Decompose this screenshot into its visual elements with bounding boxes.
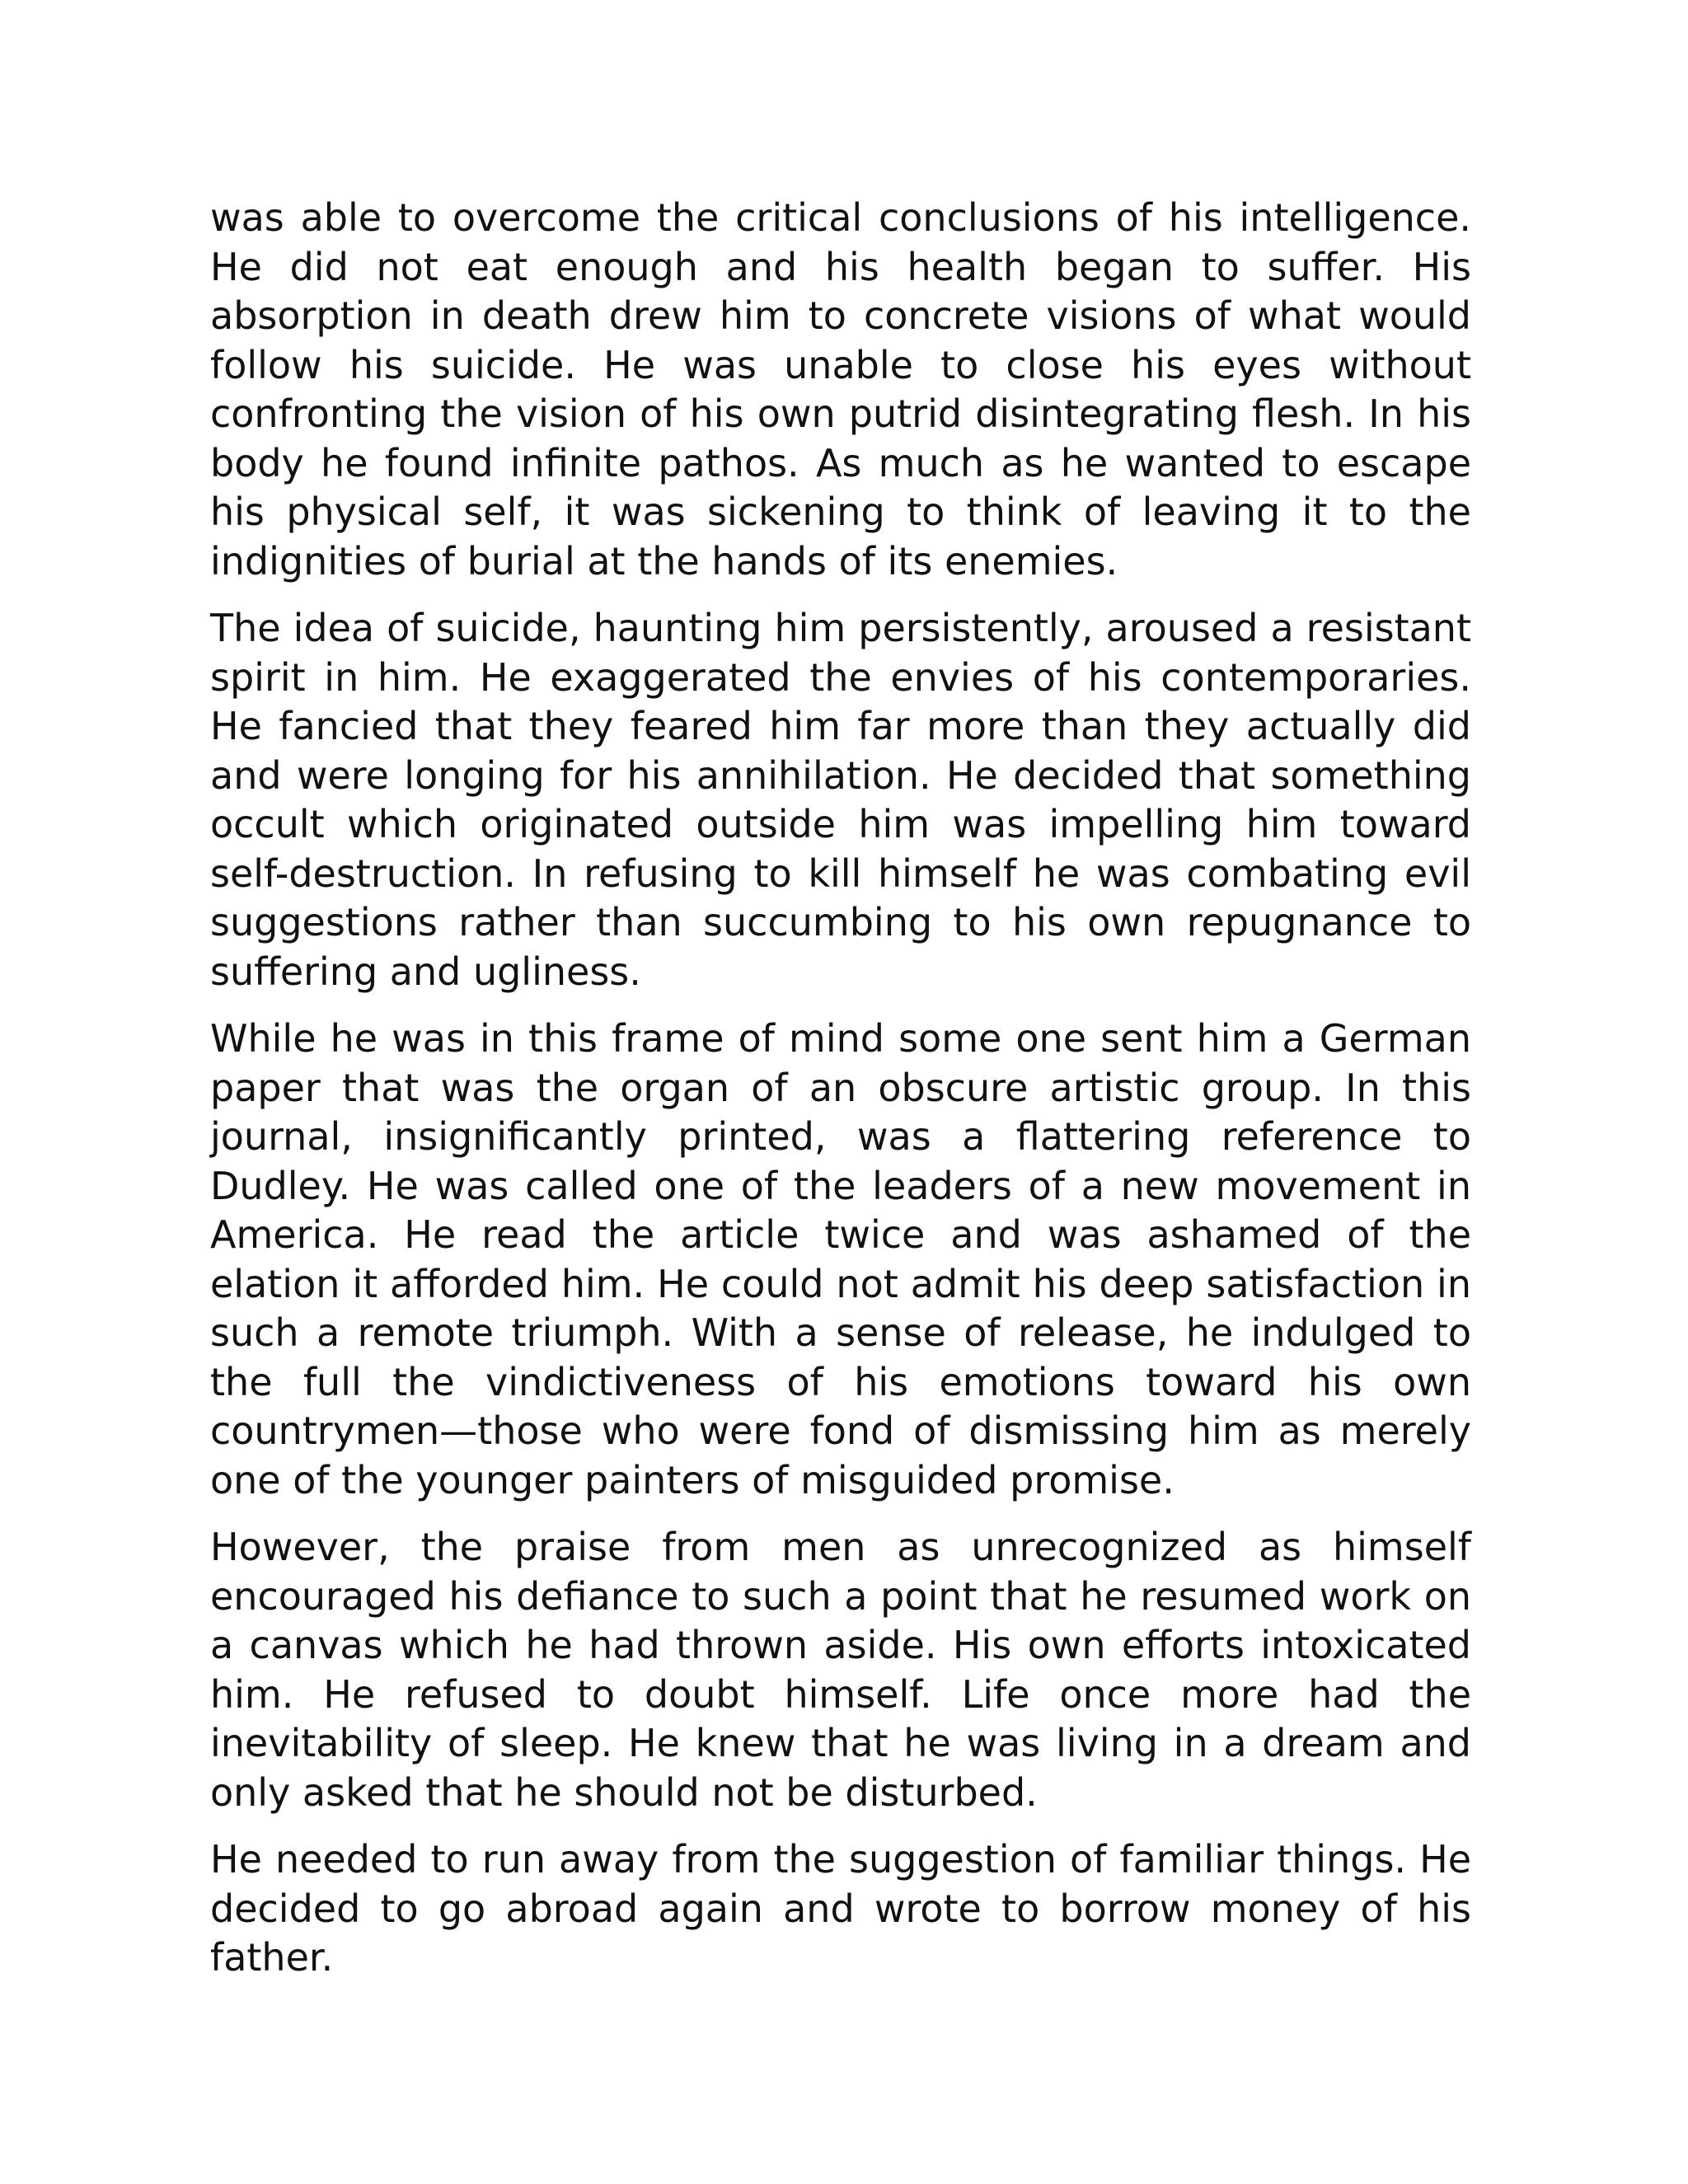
paragraph-1: was able to overcome the critical conclusions of his intelligence. He did not eat enough and his health began to suffer. His absorption in death drew him to concrete visions of what would follow his suicide. He was unable to close his eyes without confronting the vision of his own putrid disintegrating flesh. In his body he found infinite pathos. As much as he wanted to escape his physical self, it was sickening to think of leaving it to the indignities of burial at the hands of its enemies. (210, 195, 1471, 583)
paragraph-4: However, the praise from men as unrecognized as himself encouraged his defiance to such a point that he resumed work on a canvas which he had thrown aside. His own efforts intoxicated him. He refused to doubt himself. Life once more had the inevitability of sleep. He knew that he was living in a dream and only asked that he should not be disturbed. (210, 1525, 1471, 1815)
paragraph-5: He needed to run away from the suggestion of familiar things. He decided to go abroad again and wrote to borrow money of his father. (210, 1837, 1471, 1980)
paragraph-3: While he was in this frame of mind some one sent him a German paper that was the organ of an obscure artistic group. In this journal, insignificantly printed, was a flattering reference to Dudley. He was called one of the leaders of a new movement in America. He read the article twice and was ashamed of the elation it afforded him. He could not admit his deep satisfaction in such a remote triumph. With a sense of release, he indulged to the full the vindictiveness of his emotions toward his own countrymen—those who were fond of dismissing him as merely one of the younger painters of misguided promise. (210, 1016, 1471, 1502)
page-body (210, 194, 1471, 1983)
paragraph-2: The idea of suicide, haunting him persistently, aroused a resistant spirit in him. He exaggerated the envies of his contemporaries. He fancied that they feared him far more than they actually did and were longing for his annihilation. He decided that something occult which originated outside him was impelling him toward self-destruction. In refusing to kill himself he was combating evil suggestions rather than succumbing to his own repugnance to suffering and ugliness. (210, 606, 1471, 994)
